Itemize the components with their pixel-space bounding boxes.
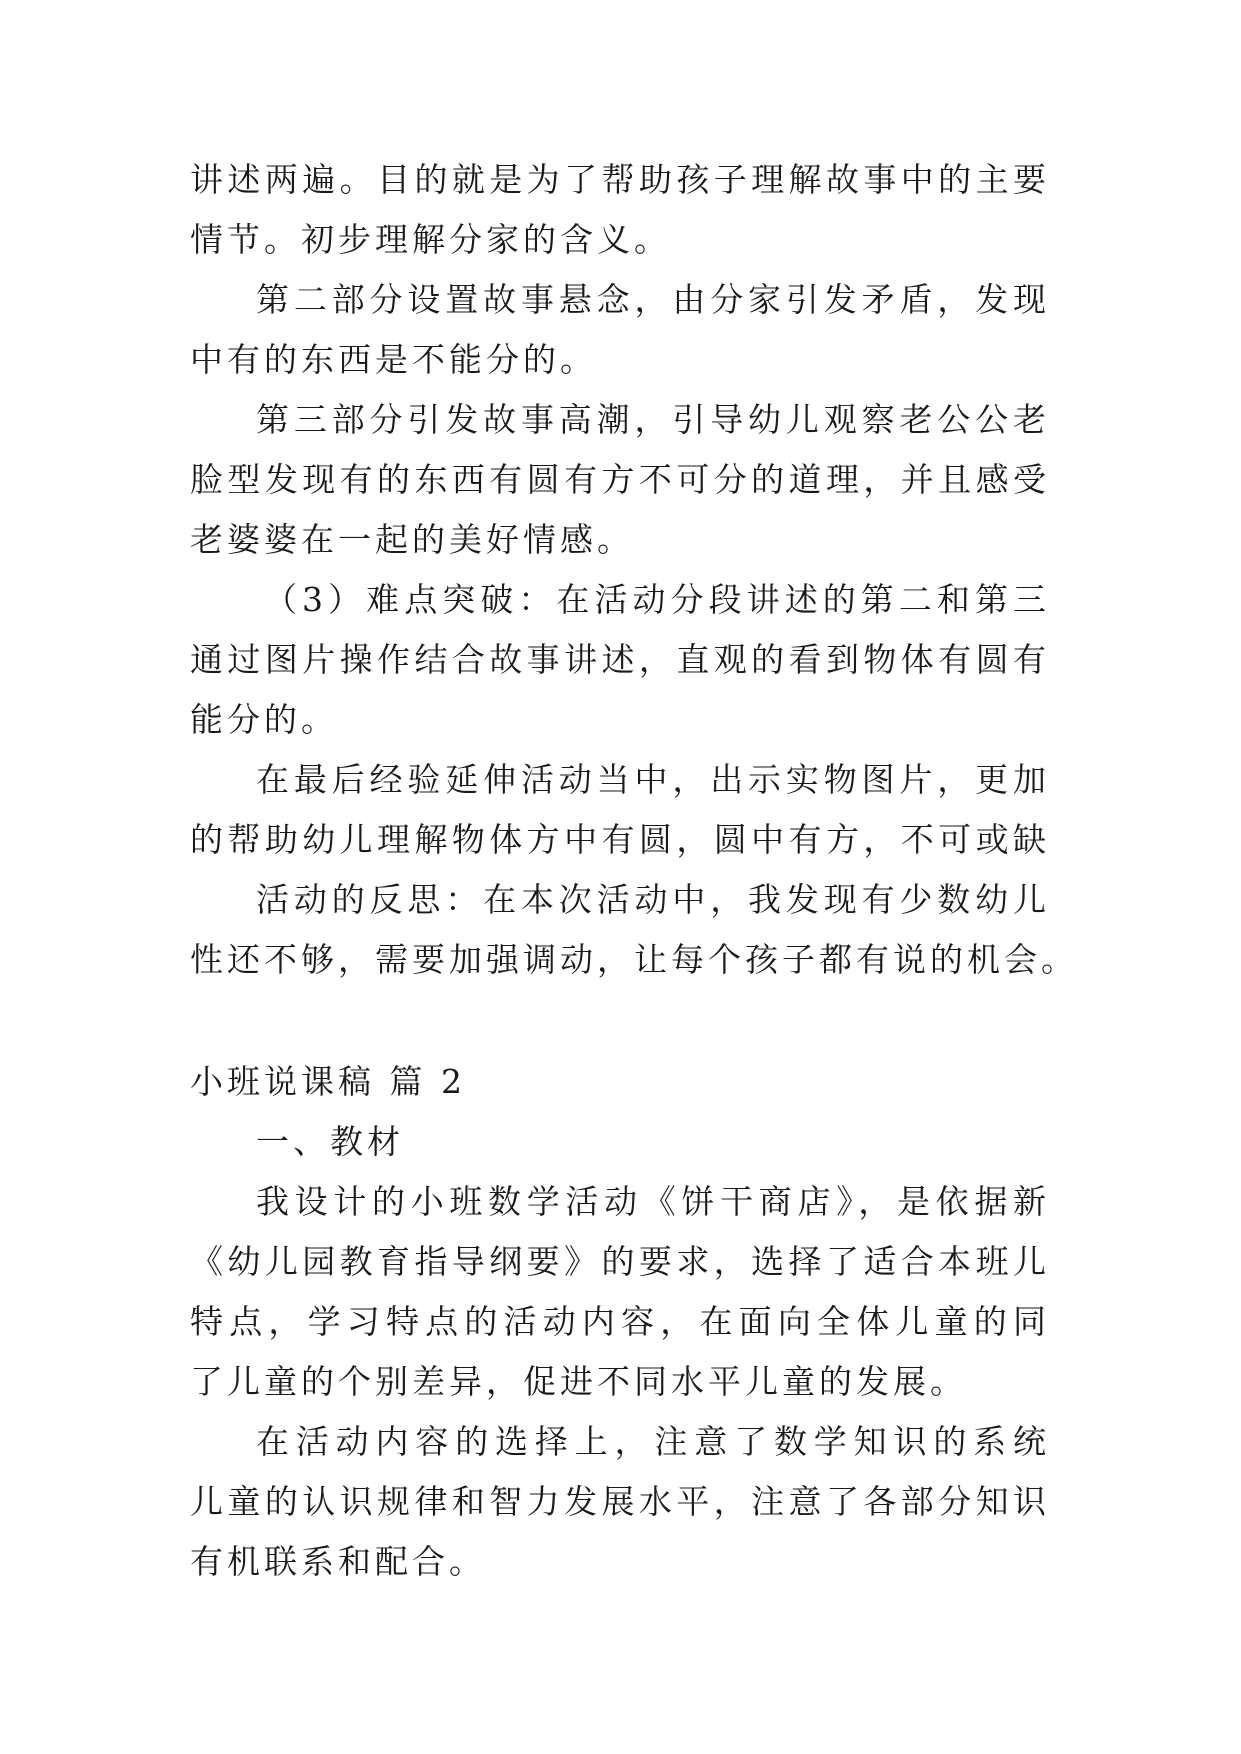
paragraph-line: 情节。初步理解分家的含义。: [190, 220, 671, 259]
paragraph-line: 特点，学习特点的活动内容，在面向全体儿童的同: [190, 1302, 1050, 1341]
paragraph-line: 在活动内容的选择上，注意了数学知识的系统: [256, 1422, 1050, 1461]
paragraph-line: 性还不够，需要加强调动，让每个孩子都有说的机会。: [190, 940, 1078, 979]
paragraph-line: 的帮助幼儿理解物体方中有圆，圆中有方，不可或缺: [190, 820, 1050, 859]
paragraph-line: 脸型发现有的东西有圆有方不可分的道理，并且感受: [190, 460, 1050, 499]
paragraph-line: 通过图片操作结合故事讲述，直观的看到物体有圆有: [190, 640, 1050, 679]
paragraph-line: 第二部分设置故事悬念，由分家引发矛盾，发现: [256, 280, 1050, 319]
section-title: 小班说课稿 篇 2: [190, 1062, 466, 1101]
paragraph-line: 能分的。: [190, 700, 338, 739]
paragraph-line: （3）难点突破：在活动分段讲述的第二和第三: [264, 580, 1050, 619]
paragraph-line: 在最后经验延伸活动当中，出示实物图片，更加: [256, 760, 1050, 799]
section-gap: [190, 990, 1050, 1052]
paragraph-line: 儿童的认识规律和智力发展水平，注意了各部分知识: [190, 1482, 1050, 1521]
paragraph-line: 第三部分引发故事高潮，引导幼儿观察老公公老: [256, 400, 1050, 439]
paragraph-line: 讲述两遍。目的就是为了帮助孩子理解故事中的主要: [190, 160, 1050, 199]
paragraph-line: 中有的东西是不能分的。: [190, 340, 597, 379]
paragraph-line: 有机联系和配合。: [190, 1542, 486, 1581]
paragraph-line: 我设计的小班数学活动《饼干商店》，是依据新: [256, 1182, 1050, 1221]
paragraph-line: 老婆婆在一起的美好情感。: [190, 520, 634, 559]
paragraph-line: 了儿童的个别差异，促进不同水平儿童的发展。: [190, 1362, 967, 1401]
paragraph-line: 活动的反思：在本次活动中，我发现有少数幼儿: [256, 880, 1050, 919]
document-body: [190, 150, 1078, 1592]
paragraph-line: 《幼儿园教育指导纲要》的要求，选择了适合本班儿: [190, 1242, 1050, 1281]
subheading: 一、教材: [256, 1122, 404, 1161]
